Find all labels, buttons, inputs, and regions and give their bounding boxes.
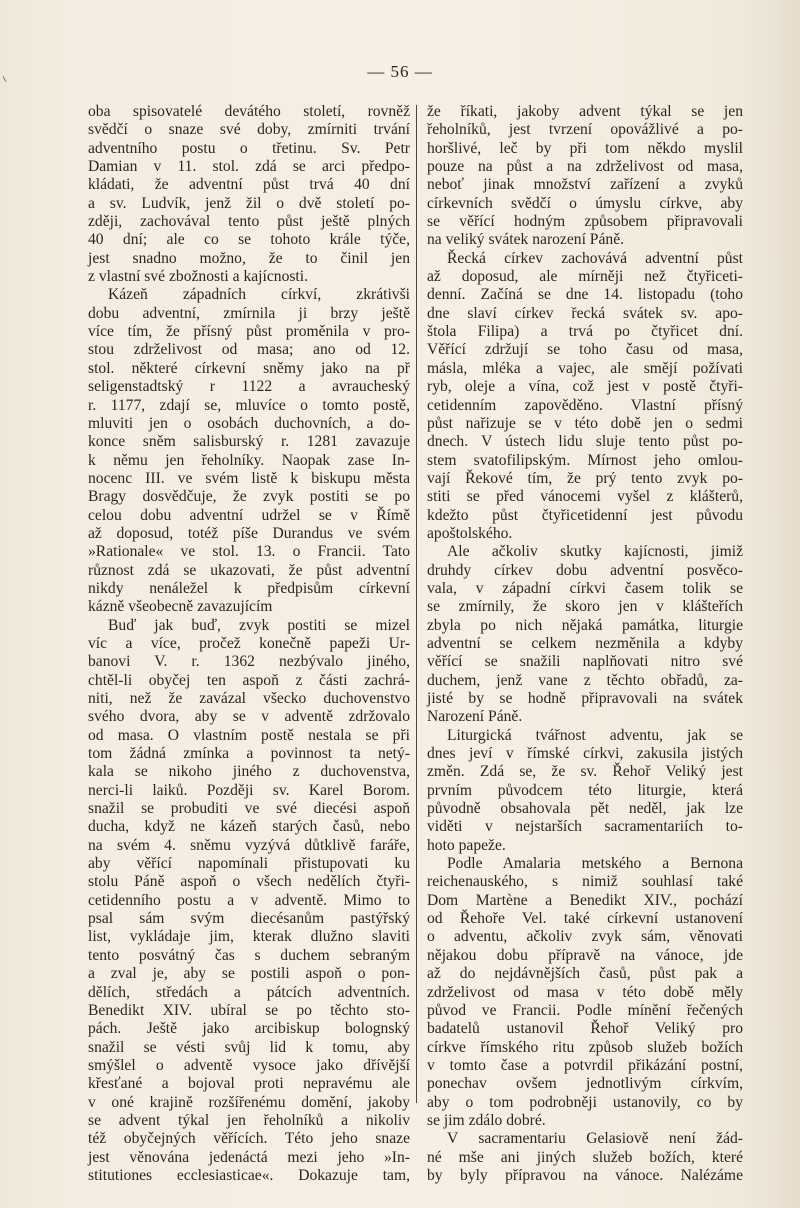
text-line: ponechav ovšem jednotlivým církvím,: [427, 1075, 743, 1093]
text-line: se zmírnily, že skoro jen v klášteřích: [427, 598, 743, 616]
text-line: změn. Zdá se, že sv. Řehoř Veliký jest: [427, 763, 743, 781]
text-line: niti, než že zavázal všecko duchovenstvo: [88, 690, 410, 707]
text-line: jest snadno možno, že to činil jen: [88, 249, 410, 267]
text-line: druhdy církev dobu adventní posvěco-: [427, 561, 743, 579]
text-line: štola Filipa) a trvá po čtyřicet dní.: [427, 323, 743, 341]
text-line: různost zdá se ukazovati, že půst adventní: [88, 561, 410, 579]
text-line: tom žádná zmínka a povinnost ta netý-: [88, 745, 410, 763]
text-line: až doposud, ale mírněji než čtyřiceti-: [427, 268, 743, 286]
text-line: dnech. V ústech lidu sluje tento půst po-: [427, 433, 743, 451]
text-line: stol. některé církevní sněmy jako na př: [88, 359, 410, 377]
text-line: jisté by se hodně připravovali na svátek: [427, 690, 743, 707]
text-line: původně obsahovala pět neděl, jak lze: [427, 800, 743, 818]
text-line: Ale ačkoliv skutky kajícnosti, jimiž: [447, 543, 743, 561]
text-line: víc a více, pročež konečně papeži Ur-: [88, 634, 410, 652]
text-line: apoštolského.: [427, 524, 513, 542]
text-line: v oné krajině rozšířenému domění, jakoby: [88, 1093, 410, 1111]
text-line: k němu jen řeholníky. Naopak zase In-: [88, 451, 410, 469]
text-line: psal sám svým diecésanům pastýřský: [88, 910, 410, 928]
text-line: Věřící zdržují se toho času od masa,: [427, 341, 743, 359]
text-line: ducha, když ne kázeň starých časů, nebo: [88, 818, 410, 836]
text-line: dnes jeví v římské církvi, zakusila jistých: [427, 745, 743, 763]
text-line: vala, v západní církvi časem tolik se: [427, 579, 743, 597]
text-line: původ ve Francii. Podle mínění řečených: [427, 1001, 743, 1019]
text-line: cetidenního postu a v adventě. Mimo to: [88, 891, 410, 909]
text-line: Podle Amalaria metského a Bernona: [447, 855, 743, 873]
text-line: kdežto půst čtyřicetidenní jest původu: [427, 506, 743, 524]
text-line: se jim zdálo dobré.: [427, 1111, 546, 1129]
text-line: řeholníků, jest tvrzení opovážlivé a po-: [427, 121, 743, 139]
text-line: kládati, že adventní půst trvá 40 dní: [88, 176, 410, 194]
text-line: Bragy dosvědčuje, že zvyk postiti se po: [88, 488, 410, 506]
text-line: věřící se snažili naplňovati nitro své: [427, 653, 743, 671]
text-line: duchem, jenž vane z těchto obřadů, za-: [427, 671, 743, 689]
text-line: od masa. O vlastním postě nestala se při: [88, 726, 410, 744]
text-line: prvním původcem této liturgie, která: [427, 781, 743, 799]
text-line: dělích, středách a pátcích adventních.: [88, 983, 410, 1001]
text-line: pouze na půst a na zdrželivost od masa,: [427, 158, 743, 176]
text-line: badatelů ustanovil Řehoř Veliký pro: [427, 1020, 743, 1038]
text-line: též obyčejných věřících. Této jeho snaze: [88, 1130, 410, 1148]
text-line: Buď jak buď, zvyk postiti se mizel: [108, 616, 410, 634]
text-line: Narození Páně.: [427, 708, 523, 726]
text-line: tento posvátný čas s duchem sebraným: [88, 946, 410, 964]
text-line: celou dobu adventní udržel se v Římě: [88, 506, 410, 524]
text-line: 40 dní; ale co se tohoto krále týče,: [88, 231, 410, 249]
text-line: kala se nikoho jiného z duchovenstva,: [88, 763, 410, 781]
text-line: horšlivé, leč by při tom někdo myslil: [427, 139, 743, 157]
text-line: církve římského ritu způsob služeb božích: [427, 1038, 743, 1056]
text-line: másla, mléka a vajec, ale smějí požívati: [427, 359, 743, 377]
text-line: snažil se probuditi ve své diecési aspoň: [88, 800, 410, 818]
text-line: z vlastní své zbožnosti a kajícnosti.: [88, 268, 308, 286]
text-line: adventní se celkem nezměnila a kdyby: [427, 634, 743, 652]
text-line: Damian v 11. stol. zdá se arci předpo-: [88, 158, 410, 176]
text-line: že říkati, jakoby advent týkal se jen: [427, 103, 743, 120]
text-line: svého dvora, aby se v adventě zdržovalo: [88, 708, 410, 726]
text-line: a sv. Ludvík, jenž žil o dvě století po-: [88, 194, 410, 212]
text-line: půst nařizuje se v této době jen o sedmi: [427, 414, 743, 432]
text-line: o adventu, ačkoliv zvyk sám, věnovati: [427, 928, 743, 946]
text-line: svědčí o snaze své doby, zmírniti trvání: [88, 121, 410, 139]
text-line: by byly přípravou na vánoce. Nalézáme: [427, 1166, 743, 1184]
text-line: reichenauského, s nimiž souhlasí také: [427, 873, 743, 891]
text-line: Dom Martène a Benedikt XIV., pochází: [427, 891, 743, 909]
text-line: neboť jinak množství zařízení a zvyků: [427, 176, 743, 194]
text-line: na veliký svátek narození Páně.: [427, 231, 625, 249]
text-line: dne slaví církev řecká svátek sv. apo-: [427, 304, 743, 322]
text-line: né mše ani jiných služeb božích, které: [427, 1148, 743, 1166]
text-line: pách. Ještě jako arcibiskup bolognský: [88, 1020, 410, 1038]
text-line: mluviti jen o osobách duchovních, a do-: [88, 414, 410, 432]
text-line: nocenc III. ve svém listě k biskupu města: [88, 469, 410, 487]
text-line: stitutiones ecclesiasticae«. Dokazuje tam,: [88, 1166, 410, 1184]
text-line: a zval je, aby se postili aspoň o pon-: [88, 965, 410, 983]
text-line: stem svatofilipským. Mírnost jeho omlou-: [427, 451, 743, 469]
text-line: nikdy nenáležel k předpisům církevní: [88, 579, 410, 597]
text-line: Kázeň západních církví, zkrátivši: [108, 286, 410, 304]
left-text-column: [88, 103, 410, 1185]
page-number: — 56 —: [367, 62, 433, 81]
text-line: chtěl-li obyčej ten aspoň z části zachrá-: [88, 671, 410, 689]
text-line: smýšlel o adventě vysoce jako dřívější: [88, 1056, 410, 1074]
text-line: až doposud, totéž píše Durandus ve svém: [88, 524, 410, 542]
text-line: aby o tom podrobněji ustanovily, co by: [427, 1093, 743, 1111]
text-line: více tím, že přísný půst proměnila v pro-: [88, 323, 410, 341]
text-line: Liturgická tvářnost adventu, jak se: [447, 726, 743, 744]
text-line: zdrželivost od masa v této době měly: [427, 983, 743, 1001]
text-line: seligenstadtský r 1122 a avraucheský: [88, 378, 410, 396]
text-line: list, vykládaje jim, kterak dlužno slaviti: [88, 928, 410, 946]
text-line: snažil se vésti svůj lid k tomu, aby: [88, 1038, 410, 1056]
text-line: stolu Páně aspoň o všech nedělích čtyři-: [88, 873, 410, 891]
text-line: se advent týkal jen řeholníků a nikoliv: [88, 1111, 410, 1129]
text-line: nerci-li laiků. Později sv. Karel Borom.: [88, 781, 410, 799]
text-line: kázně všeobecně zavazujícím: [88, 598, 273, 616]
text-line: r. 1177, zdají se, mluvíce o tomto postě,: [88, 396, 410, 414]
text-line: až do nejdávnějších časů, půst pak a: [427, 965, 743, 983]
text-line: dobu adventní, zmírnila ji brzy ještě: [88, 304, 410, 322]
text-line: denní. Začíná se dne 14. listopadu (toho: [427, 286, 743, 304]
text-line: od Řehoře Vel. také církevní ustanovení: [427, 910, 743, 928]
text-line: se věřící hodným způsobem připravovali: [427, 213, 743, 231]
text-line: banovi V. r. 1362 nezbývalo jiného,: [88, 653, 410, 671]
text-line: křesťané a bojoval proti nepravému ale: [88, 1075, 410, 1093]
text-line: oba spisovatelé devátého století, rovněž: [88, 103, 410, 120]
text-line: zbyla po nich nějaká památka, liturgie: [427, 616, 743, 634]
column-divider: [416, 105, 417, 1103]
text-line: církevních svědčí o úmyslu církve, aby: [427, 194, 743, 212]
text-line: stiti se před vánocemi vyšel z klášterů,: [427, 488, 743, 506]
text-line: Řecká církev zachovává adventní půst: [447, 249, 743, 267]
text-line: Benedikt XIV. ubíral se po těchto sto-: [88, 1001, 410, 1019]
text-line: nějakou dobu přípravě na vánoce, jde: [427, 946, 743, 964]
text-line: »Rationale« ve stol. 13. o Francii. Tato: [88, 543, 410, 561]
text-line: cetidenním zapověděno. Vlastní přísný: [427, 396, 743, 414]
text-line: aby věřící napomínali přistupovati ku: [88, 855, 410, 873]
text-line: viděti v nejstarších sacramentariích to-: [427, 818, 743, 836]
text-line: adventního postu o třetinu. Sv. Petr: [88, 139, 410, 157]
text-line: hoto papeže.: [427, 836, 506, 854]
text-line: stou zdrželivost od masa; ano od 12.: [88, 341, 410, 359]
text-line: v tomto čase a potvrdil přikázání postní,: [427, 1056, 743, 1074]
text-line: konce sněm salisburský r. 1281 zavazuje: [88, 433, 410, 451]
text-line: vají Řekové tím, že prý tento zvyk po-: [427, 469, 743, 487]
text-line: na svém 4. sněmu vyzývá důtklivě faráře,: [88, 836, 410, 854]
right-text-column: [427, 103, 743, 1185]
text-line: zději, zachovával tento půst ještě plných: [88, 213, 410, 231]
text-line: V sacramentariu Gelasiově není žád-: [447, 1130, 743, 1148]
text-line: ryb, oleje a vína, což jest v postě čtyři-: [427, 378, 743, 396]
text-line: jest věnována jedenáctá mezi jeho »In-: [88, 1148, 410, 1166]
